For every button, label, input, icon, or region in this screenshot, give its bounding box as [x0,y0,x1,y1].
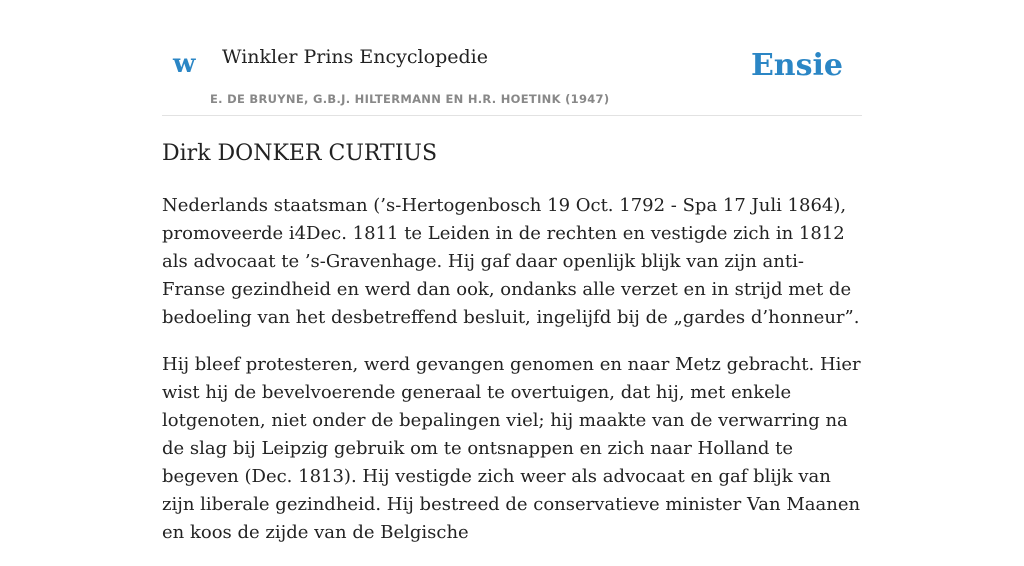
article-title: Dirk DONKER CURTIUS [162,141,438,166]
publication-authors: E. DE BRUYNE, G.B.J. HILTERMANN EN H.R. HOETINK (1947) [210,92,610,106]
page-container [162,0,862,543]
article-paragraph: Hij bleef protesteren, werd gevangen genomen en naar Metz gebracht. Hier wist hij de bevelvoerende generaal te overtuigen, dat hij, met enkele lotgenoten, niet onder de bepalingen viel; hij maakte van de verwarring na de slag bij Leipzig gebruik om te ontsnappen en zich naar Holland te begeven (Dec. 1813). Hij vestigde zich weer als advocaat en gaf blijk van zijn liberale gezindheid. Hij bestreed de conservatieve minister Van Maanen en koos de zijde van de Belgische [162,354,861,543]
site-header [162,0,862,116]
article-paragraph: Nederlands staatsman (’s-Hertogenbosch 19 Oct. 1792 - Spa 17 Juli 1864), promoveerde i4Dec. 1811 te Leiden in de rechten en vestigde zich in 1812 als advocaat te ’s-Gravenhage. Hij gaf daar openlijk blijk van zijn anti-Franse gezindheid en werd dan ook, ondanks alle verzet en in strijd met de bedoeling van het desbetreffend besluit, ingelijfd bij de „gardes d’honneur”. [162,195,860,328]
winkler-prins-logo-icon[interactable]: w [173,49,196,79]
ensie-logo[interactable]: Ensie [750,48,843,83]
publication-title[interactable]: Winkler Prins Encyclopedie [222,46,488,68]
article-body [162,192,862,566]
